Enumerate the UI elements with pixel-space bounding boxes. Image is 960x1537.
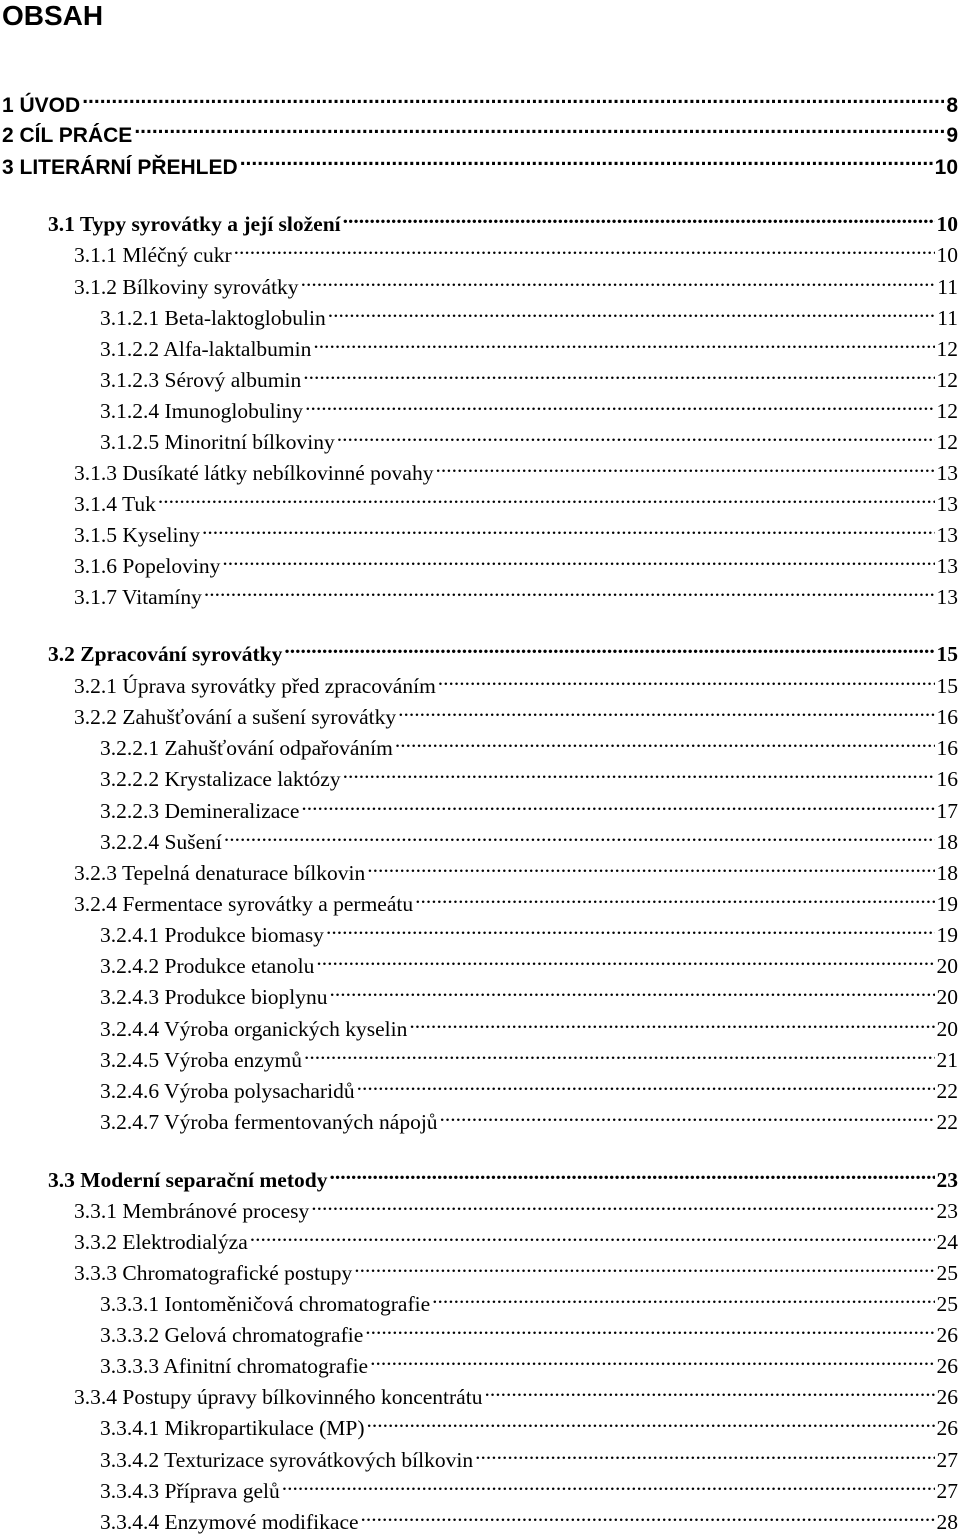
toc-entry-label: 3.2 Zpracování syrovátky [48, 642, 283, 666]
toc-entry[interactable] [100, 1437, 958, 1472]
toc-entry-page-number: 13 [936, 585, 958, 609]
toc-entry-label: 3.3.2 Elektrodialýza [74, 1230, 248, 1254]
toc-entry-label: 3.1.7 Vitamíny [74, 585, 202, 609]
toc-entry[interactable] [74, 1219, 958, 1254]
dot-leader [367, 1405, 935, 1435]
toc-entry-label: 3.3.4.3 Příprava gelů [100, 1479, 280, 1503]
toc-entry-page-number: 26 [936, 1354, 958, 1378]
toc-entry-page-number: 26 [936, 1323, 958, 1347]
toc-entry-label: 3.2.4.4 Výroba organických kyselin [100, 1017, 408, 1041]
dot-leader [475, 1437, 934, 1467]
toc-entry-page-number: 12 [936, 337, 958, 361]
toc-entry-label: 3.2.2 Zahušťování a sušení syrovátky [74, 705, 397, 729]
dot-leader [409, 1006, 934, 1036]
toc-entry-label: 3.2.2.1 Zahušťování odpařováním [100, 736, 393, 760]
dot-leader [365, 1312, 934, 1342]
dot-leader [82, 82, 944, 112]
toc-entry-label: 3.3.3.3 Afinitní chromatografie [100, 1354, 369, 1378]
toc-entry-label: 3.3.4.1 Mikropartikulace (MP) [100, 1416, 365, 1440]
toc-entry[interactable] [100, 419, 958, 454]
toc-entry-label: 3.2.4.2 Produkce etanolu [100, 954, 315, 978]
dot-leader [282, 1468, 935, 1498]
toc-entry-page-number: 10 [936, 212, 958, 236]
toc-entry-label: 2 CÍL PRÁCE [2, 124, 133, 147]
toc-entry-page-number: 22 [936, 1079, 958, 1103]
toc-entry[interactable] [100, 1312, 958, 1347]
toc-entry-label: 3.1.2.5 Minoritní bílkoviny [100, 430, 335, 454]
toc-entry[interactable] [74, 1250, 958, 1285]
dot-leader [284, 631, 934, 661]
dot-leader [326, 912, 935, 942]
toc-entry[interactable] [100, 1499, 958, 1534]
toc-entry-page-number: 8 [946, 94, 958, 117]
toc-entry-label: 3.1.1 Mléčný cukr [74, 243, 232, 267]
toc-entry-page-number: 12 [936, 368, 958, 392]
dot-leader [304, 1037, 934, 1067]
toc-entry-label: 3.1.2 Bílkoviny syrovátky [74, 275, 299, 299]
toc-entry-label: 3.1.2.1 Beta-laktoglobulin [100, 306, 326, 330]
toc-entry[interactable] [100, 357, 958, 392]
toc-entry[interactable] [74, 881, 958, 916]
toc-entry-page-number: 10 [934, 156, 958, 179]
toc-entry[interactable] [100, 1099, 958, 1134]
toc-entry[interactable] [100, 295, 958, 330]
toc-entry-page-number: 18 [936, 861, 958, 885]
dot-leader [354, 1250, 934, 1280]
dot-leader [438, 663, 935, 693]
toc-entry[interactable] [2, 144, 958, 179]
toc-entry[interactable] [100, 943, 958, 978]
toc-entry[interactable] [74, 232, 958, 267]
toc-entry-page-number: 20 [936, 954, 958, 978]
toc-entry-page-number: 26 [936, 1416, 958, 1440]
toc-entry[interactable] [100, 1468, 958, 1503]
toc-entry-label: 3.3.3 Chromatografické postupy [74, 1261, 353, 1285]
dot-leader [398, 694, 934, 724]
toc-entry-label: 3.2.2.4 Sušení [100, 830, 222, 854]
toc-entry-page-number: 18 [936, 830, 958, 854]
toc-entry[interactable] [2, 112, 958, 147]
page-title: OBSAH [2, 0, 104, 31]
toc-entry-page-number: 25 [936, 1261, 958, 1285]
toc-entry[interactable] [100, 1281, 958, 1316]
toc-entry-label: 3.2.1 Úprava syrovátky před zpracováním [74, 674, 436, 698]
toc-entry-page-number: 23 [936, 1168, 958, 1192]
dot-leader [305, 388, 934, 418]
toc-entry-page-number: 11 [937, 275, 958, 299]
dot-leader [311, 1188, 934, 1218]
toc-entry[interactable] [100, 1006, 958, 1041]
dot-leader [357, 1068, 935, 1098]
dot-leader [370, 1343, 934, 1373]
toc-entry-label: 3 LITERÁRNÍ PŘEHLED [2, 156, 238, 179]
toc-entry-label: 3.2.4.3 Produkce bioplynu [100, 985, 328, 1009]
toc-entry-page-number: 9 [946, 124, 958, 147]
toc-entry[interactable] [100, 912, 958, 947]
toc-entry[interactable] [74, 694, 958, 729]
toc-entry-page-number: 20 [936, 1017, 958, 1041]
toc-entry[interactable] [48, 1157, 958, 1192]
dot-leader [329, 1157, 934, 1187]
toc-entry-page-number: 10 [936, 243, 958, 267]
dot-leader [435, 450, 934, 480]
toc-entry-page-number: 16 [936, 767, 958, 791]
toc-entry[interactable] [100, 1037, 958, 1072]
toc-entry[interactable] [74, 450, 958, 485]
toc-entry-label: 3.1.6 Popeloviny [74, 554, 221, 578]
dot-leader [224, 819, 935, 849]
toc-entry-label: 3.2.4 Fermentace syrovátky a permeátu [74, 892, 414, 916]
toc-entry[interactable] [48, 631, 958, 666]
toc-entry[interactable] [74, 850, 958, 885]
toc-entry[interactable] [100, 388, 958, 423]
dot-leader [134, 112, 944, 142]
dot-leader [328, 295, 936, 325]
toc-entry-page-number: 16 [936, 736, 958, 760]
toc-entry[interactable] [100, 974, 958, 1009]
dot-leader [367, 850, 934, 880]
dot-leader [337, 419, 935, 449]
toc-entry-page-number: 16 [936, 705, 958, 729]
toc-entry[interactable] [100, 819, 958, 854]
toc-entry-page-number: 26 [936, 1385, 958, 1409]
dot-leader [301, 788, 934, 818]
dot-leader [415, 881, 934, 911]
toc-entry-page-number: 23 [936, 1199, 958, 1223]
toc-entry-label: 3.2.3 Tepelná denaturace bílkovin [74, 861, 366, 885]
toc-entry-page-number: 19 [936, 923, 958, 947]
dot-leader [240, 144, 933, 174]
toc-entry-label: 3.3.4.4 Enzymové modifikace [100, 1510, 359, 1534]
toc-entry-page-number: 11 [937, 306, 958, 330]
toc-entry-page-number: 13 [936, 554, 958, 578]
toc-entry-page-number: 19 [936, 892, 958, 916]
dot-leader [303, 357, 934, 387]
toc-entry-page-number: 13 [936, 461, 958, 485]
toc-entry-label: 3.3.1 Membránové procesy [74, 1199, 310, 1223]
toc-entry[interactable] [74, 543, 958, 578]
toc-entry[interactable] [74, 512, 958, 547]
dot-leader [330, 974, 935, 1004]
toc-entry-label: 3.1.2.4 Imunoglobuliny [100, 399, 304, 423]
dot-leader [316, 943, 934, 973]
toc-entry[interactable] [100, 1068, 958, 1103]
dot-leader [313, 326, 934, 356]
toc-entry-page-number: 22 [936, 1110, 958, 1134]
toc-entry-page-number: 15 [936, 642, 958, 666]
toc-entry[interactable] [2, 82, 958, 117]
toc-entry[interactable] [74, 663, 958, 698]
toc-entry[interactable] [48, 201, 958, 236]
toc-entry-page-number: 27 [936, 1448, 958, 1472]
dot-leader [440, 1099, 935, 1129]
toc-entry-label: 3.1.2.2 Alfa-laktalbumin [100, 337, 312, 361]
toc-entry-label: 3.1.2.3 Sérový albumin [100, 368, 302, 392]
dot-leader [343, 201, 935, 231]
dot-leader [343, 756, 935, 786]
toc-entry-page-number: 17 [936, 799, 958, 823]
dot-leader [234, 232, 935, 262]
toc-entry-page-number: 12 [936, 430, 958, 454]
dot-leader [222, 543, 934, 573]
toc-entry-page-number: 13 [936, 523, 958, 547]
toc-entry-label: 3.1.4 Tuk [74, 492, 156, 516]
toc-entry[interactable] [74, 264, 958, 299]
toc-entry[interactable] [100, 326, 958, 361]
dot-leader [361, 1499, 935, 1529]
toc-entry-label: 3.2.4.1 Produkce biomasy [100, 923, 324, 947]
toc-entry-label: 1 ÚVOD [2, 94, 81, 117]
toc-entry-label: 3.2.2.2 Krystalizace laktózy [100, 767, 341, 791]
dot-leader [202, 512, 934, 542]
toc-entry[interactable] [100, 788, 958, 823]
toc-entry-label: 3.3.3.2 Gelová chromatografie [100, 1323, 364, 1347]
toc-entry[interactable] [100, 725, 958, 760]
toc-entry[interactable] [74, 574, 958, 609]
toc-entry-label: 3.1.3 Dusíkaté látky nebílkovinné povahy [74, 461, 434, 485]
toc-entry-label: 3.1 Typy syrovátky a její složení [48, 212, 341, 236]
toc-entry-label: 3.2.4.6 Výroba polysacharidů [100, 1079, 355, 1103]
toc-entry[interactable] [100, 756, 958, 791]
toc-entry[interactable] [74, 481, 958, 516]
toc-entry-label: 3.3.4.2 Texturizace syrovátkových bílkovin [100, 1448, 474, 1472]
dot-leader [432, 1281, 934, 1311]
toc-entry-label: 3.2.2.3 Demineralizace [100, 799, 300, 823]
dot-leader [395, 725, 935, 755]
toc-entry-label: 3.3.4 Postupy úpravy bílkovinného koncentrátu [74, 1385, 483, 1409]
dot-leader [301, 264, 936, 294]
toc-entry-page-number: 20 [936, 985, 958, 1009]
toc-entry[interactable] [100, 1343, 958, 1378]
toc-entry-label: 3.2.4.7 Výroba fermentovaných nápojů [100, 1110, 438, 1134]
toc-entry-page-number: 24 [936, 1230, 958, 1254]
toc-entry-label: 3.1.5 Kyseliny [74, 523, 201, 547]
toc-entry[interactable] [74, 1188, 958, 1223]
dot-leader [158, 481, 935, 511]
toc-entry[interactable] [74, 1374, 958, 1409]
toc-entry-page-number: 28 [936, 1510, 958, 1534]
toc-entry-page-number: 21 [936, 1048, 958, 1072]
toc-entry-page-number: 15 [936, 674, 958, 698]
toc-entry-page-number: 13 [936, 492, 958, 516]
toc-entry-label: 3.3.3.1 Iontoměničová chromatografie [100, 1292, 431, 1316]
toc-entry-page-number: 27 [936, 1479, 958, 1503]
toc-entry-page-number: 12 [936, 399, 958, 423]
toc-entry-page-number: 25 [936, 1292, 958, 1316]
dot-leader [204, 574, 935, 604]
dot-leader [250, 1219, 935, 1249]
toc-entry-label: 3.3 Moderní separační metody [48, 1168, 328, 1192]
dot-leader [484, 1374, 934, 1404]
toc-entry[interactable] [100, 1405, 958, 1440]
toc-entry-label: 3.2.4.5 Výroba enzymů [100, 1048, 303, 1072]
